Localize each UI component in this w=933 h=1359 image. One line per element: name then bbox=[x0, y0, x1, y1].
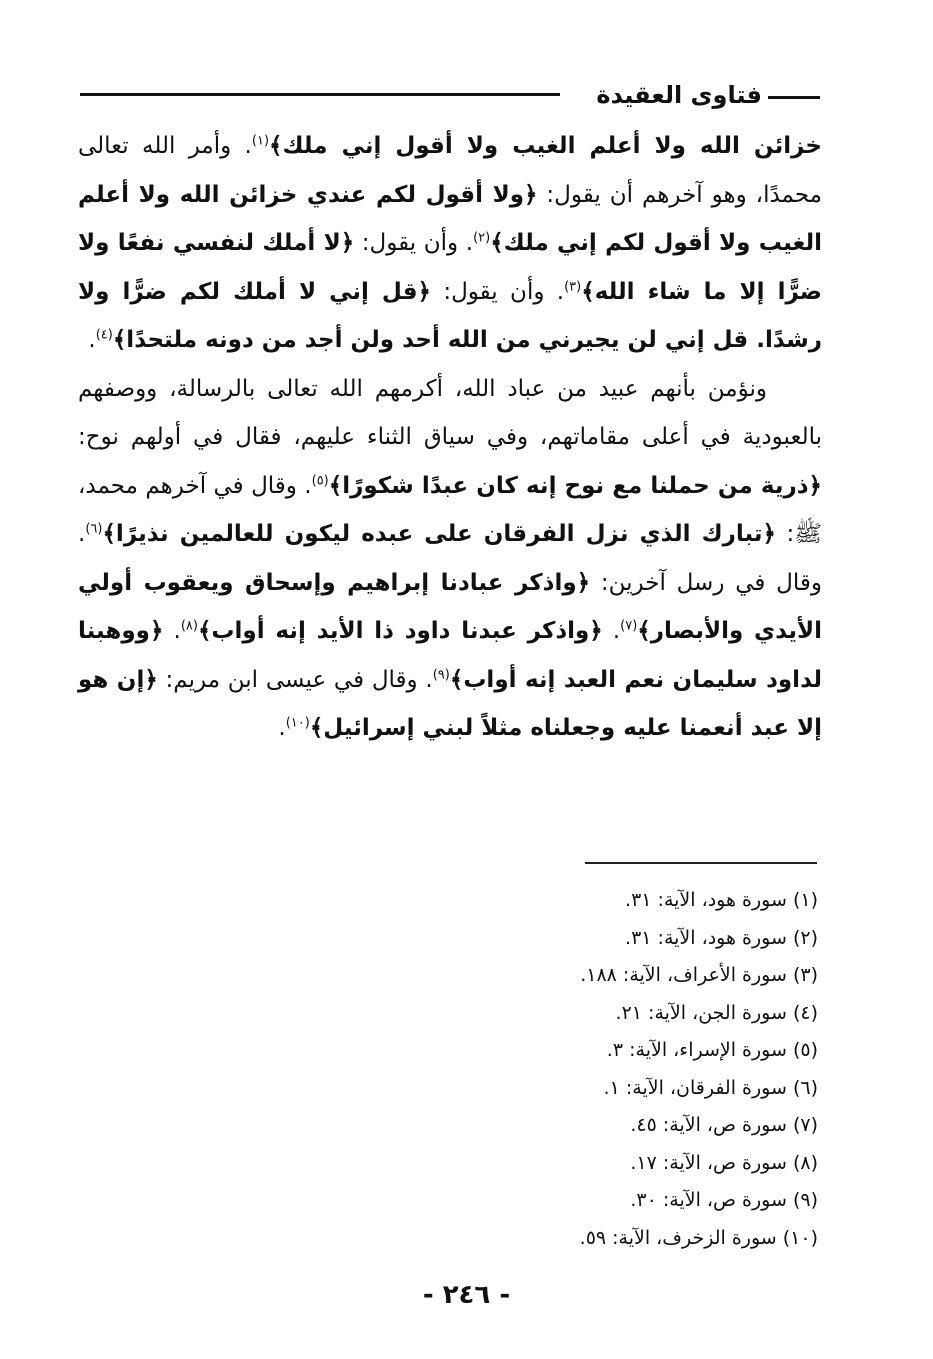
quran-quote: ﴿واذكر عبادنا إبراهيم وإسحاق ويعقوب أولي الأيدي والأبصار﴾ bbox=[78, 569, 823, 644]
quran-quote: ﴿قل إني لا أملك لكم ضرًّا ولا رشدًا. قل إني لن يجيرني من الله أحد ولن أجد من دونه ملتحدًا﴾ bbox=[78, 278, 822, 353]
quran-quote: ﴿واذكر عبدنا داود ذا الأيد إنه أواب﴾ bbox=[197, 618, 603, 644]
text-run: . bbox=[278, 715, 286, 741]
footnote-ref: (٤) bbox=[95, 327, 113, 343]
header-rule-short bbox=[768, 96, 820, 99]
quran-quote: خزائن الله ولا أعلم الغيب ولا أقول إني ملك﴾ bbox=[269, 133, 822, 159]
footnote-item: (١٠) سورة الزخرف، الآية: ٥٩. bbox=[579, 1226, 818, 1249]
text-run: . bbox=[602, 618, 621, 644]
footnote-ref: (٢) bbox=[473, 230, 491, 246]
footnote-item: (٧) سورة ص، الآية: ٤٥. bbox=[630, 1114, 818, 1136]
footnote-ref: (١٠) bbox=[285, 715, 310, 731]
text-run: . وقال في عيسى ابن مريم: bbox=[157, 666, 433, 693]
footnote-ref: (٦) bbox=[85, 521, 103, 537]
page-number: - ٢٤٦ - bbox=[422, 1280, 511, 1310]
quran-quote: ﴿ووهبنا لداود سليمان نعم العبد إنه أواب﴾ bbox=[78, 618, 822, 693]
footnote-item: (١) سورة هود، الآية: ٣١. bbox=[625, 889, 818, 911]
text-run: . وأمر الله تعالى محمدًا، وهو آخرهم أن يقول: bbox=[78, 133, 822, 208]
footnote-ref: (٧) bbox=[620, 618, 638, 634]
footnote-item: (٢) سورة هود، الآية: ٣١. bbox=[625, 926, 818, 949]
header-rule-long bbox=[80, 93, 560, 96]
quran-quote: ﴿ذرية من حملنا مع نوح إنه كان عبدًا شكورًا﴾ bbox=[328, 472, 822, 499]
footnote-ref: (٨) bbox=[180, 618, 198, 634]
text-run: . وقال في رسل آخرين: bbox=[78, 521, 822, 596]
footnote-ref: (٣) bbox=[564, 278, 582, 294]
footnote-separator bbox=[585, 862, 817, 864]
footnote-ref: (٥) bbox=[311, 472, 329, 488]
paragraph-1 bbox=[78, 122, 822, 365]
quran-quote: ﴿إن هو إلا عبد أنعمنا عليه وجعلناه مثلاً لبني إسرائيل﴾ bbox=[78, 666, 822, 741]
paragraph-2 bbox=[78, 365, 822, 753]
footnote-item: (٦) سورة الفرقان، الآية: ١. bbox=[603, 1076, 818, 1099]
text-run: ونؤمن بأنهم عبيد من عباد الله، أكرمهم الله تعالى بالرسالة، ووصفهم بالعبودية في أعلى مقاماتهم، وفي سياق الثناء عليهم، فقال في أولهم نوح: bbox=[78, 375, 822, 450]
footnote-ref: (٩) bbox=[432, 666, 450, 682]
text-run: . bbox=[163, 618, 181, 644]
footnote-item: (٩) سورة ص، الآية: ٣٠. bbox=[630, 1189, 818, 1211]
footnote-item: (٣) سورة الأعراف، الآية: ١٨٨. bbox=[580, 964, 818, 986]
text-run: . وقال في آخرهم محمد، ﷺ: bbox=[78, 472, 822, 547]
footnote-ref: (١) bbox=[251, 133, 270, 149]
text-run: . bbox=[88, 327, 96, 353]
quran-quote: ﴿ولا أقول لكم عندي خزائن الله ولا أعلم الغيب ولا أقول لكم إني ملك﴾ bbox=[78, 181, 823, 256]
quran-quote: ﴿تبارك الذي نزل الفرقان على عبده ليكون للعالمين نذيرًا﴾ bbox=[102, 521, 777, 547]
footnote-item: (٨) سورة ص، الآية: ١٧. bbox=[630, 1151, 818, 1174]
quran-quote: ﴿لا أملك لنفسي نفعًا ولا ضرًّا إلا ما شاء الله﴾ bbox=[78, 230, 823, 305]
main-text bbox=[78, 122, 822, 753]
text-run: . وأن يقول: bbox=[354, 230, 474, 256]
book-title: فتاوى العقيدة bbox=[596, 81, 762, 109]
footnote-item: (٤) سورة الجن، الآية: ٢١. bbox=[615, 1001, 818, 1024]
text-run: . وأن يقول: bbox=[431, 278, 565, 305]
footnotes-list bbox=[420, 882, 818, 1257]
footnote-item: (٥) سورة الإسراء، الآية: ٣. bbox=[606, 1039, 818, 1061]
